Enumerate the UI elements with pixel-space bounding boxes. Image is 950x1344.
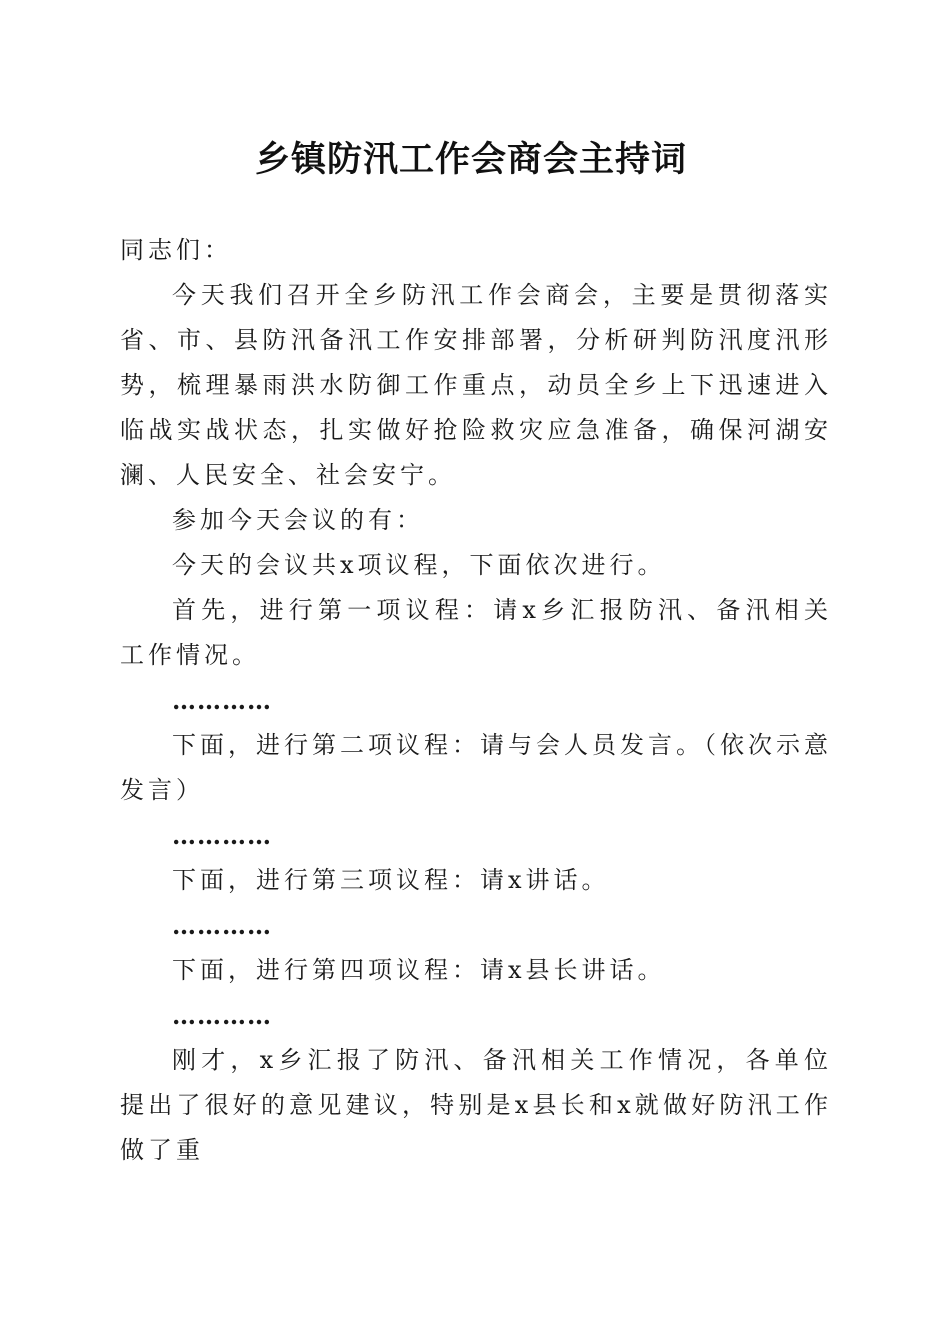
ellipsis-1: ………… [172,686,272,715]
ellipsis-3: ………… [172,911,272,940]
ellipsis-4: ………… [172,1001,272,1030]
agenda-item-4-paragraph: 下面，进行第四项议程：请x县长讲话。 [172,956,666,984]
document-title: 乡镇防汛工作会商会主持词 [254,140,687,180]
agenda-item-1-paragraph: 首先，进行第一项议程：请x乡汇报防汛、备汛相关工作情况。 [120,596,832,669]
agenda-item-3-paragraph: 下面，进行第三项议程：请x讲话。 [172,866,610,894]
ellipsis-2: ………… [172,821,272,850]
agenda-count-paragraph: 今天的会议共x项议程，下面依次进行。 [172,551,666,579]
intro-paragraph: 今天我们召开全乡防汛工作会商会，主要是贯彻落实省、市、县防汛备汛工作安排部署，分析研判防汛度汛形势，梳理暴雨洪水防御工作重点，动员全乡上下迅速进入临战实战状态，扎实做好抢险救灾应急准备，确保河湖安澜、人民安全、社会安宁。 [120,281,832,489]
greeting-paragraph: 同志们： [120,236,232,264]
agenda-item-2-paragraph: 下面，进行第二项议程：请与会人员发言。（依次示意发言） [120,731,832,804]
summary-paragraph: 刚才，x乡汇报了防汛、备汛相关工作情况，各单位提出了很好的意见建议，特别是x县长和x就做好防汛工作做了重 [120,1046,832,1164]
document-body [120,228,832,1173]
attendees-paragraph: 参加今天会议的有： [172,506,424,534]
